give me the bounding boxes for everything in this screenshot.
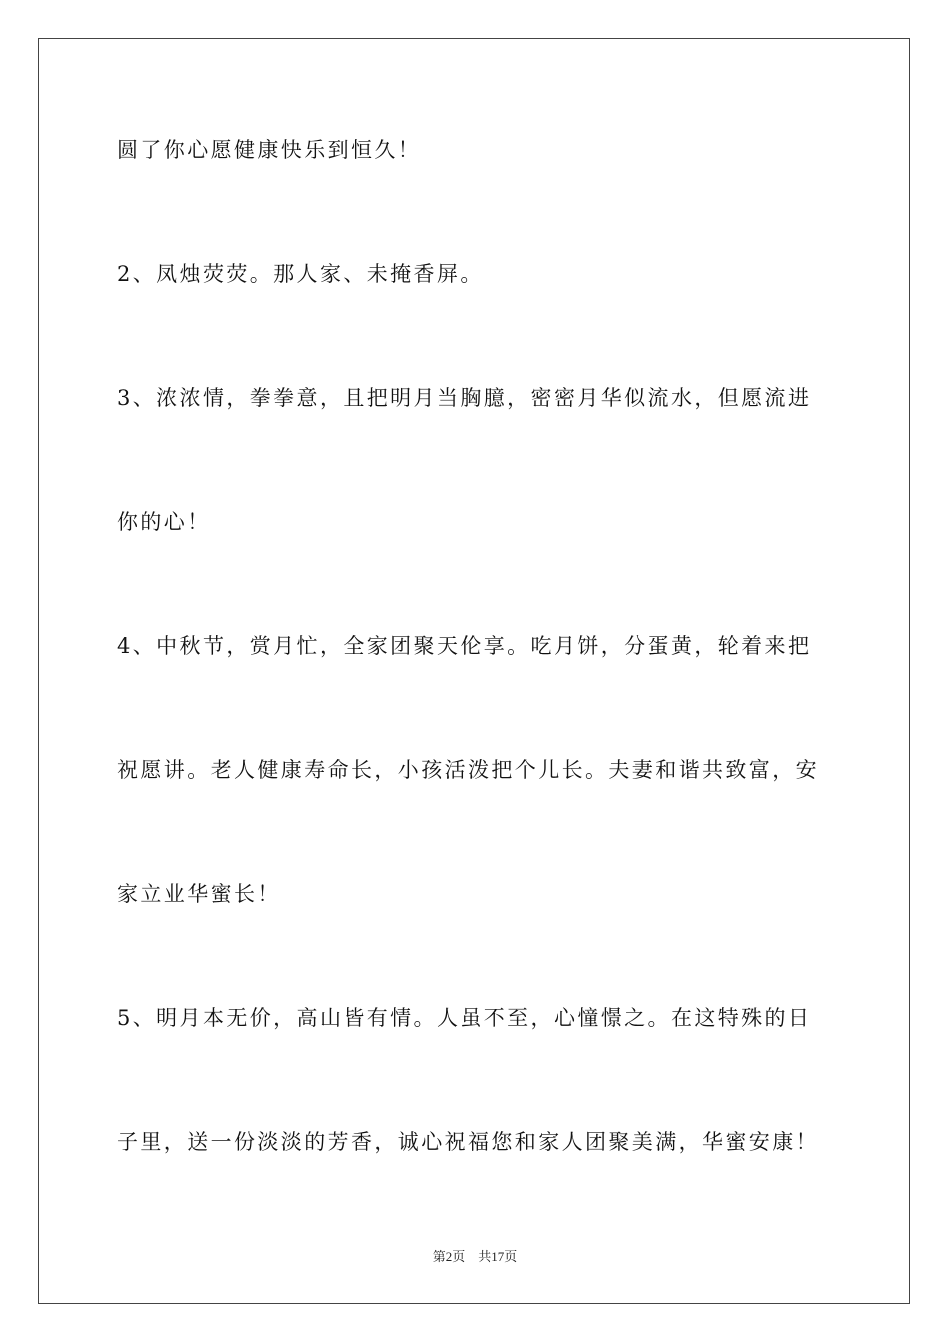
text-line-3: 3、浓浓情，拳拳意，且把明月当胸臆，密密月华似流水，但愿流进: [117, 386, 812, 410]
text-line-7: 家立业华蜜长！: [117, 882, 281, 906]
text-line-8: 5、明月本无价，高山皆有情。人虽不至，心憧憬之。在这特殊的日: [117, 1006, 812, 1030]
page-footer: [0, 1248, 950, 1266]
text-line-1: 圆了你心愿健康快乐到恒久！: [117, 138, 422, 162]
text-line-4: 你的心！: [117, 510, 211, 534]
text-line-2: 2、凤烛荧荧。那人家、未掩香屏。: [117, 262, 484, 286]
page-number-total: 共17页: [478, 1249, 518, 1264]
text-line-6: 祝愿讲。老人健康寿命长，小孩活泼把个儿长。夫妻和谐共致富，安: [117, 758, 819, 782]
page-number-current: 第2页: [432, 1249, 466, 1264]
text-line-5: 4、中秋节，赏月忙，全家团聚天伦享。吃月饼，分蛋黄，轮着来把: [117, 634, 812, 658]
text-line-9: 子里，送一份淡淡的芳香，诚心祝福您和家人团聚美满，华蜜安康！: [117, 1130, 819, 1154]
page-border: [38, 38, 910, 1304]
